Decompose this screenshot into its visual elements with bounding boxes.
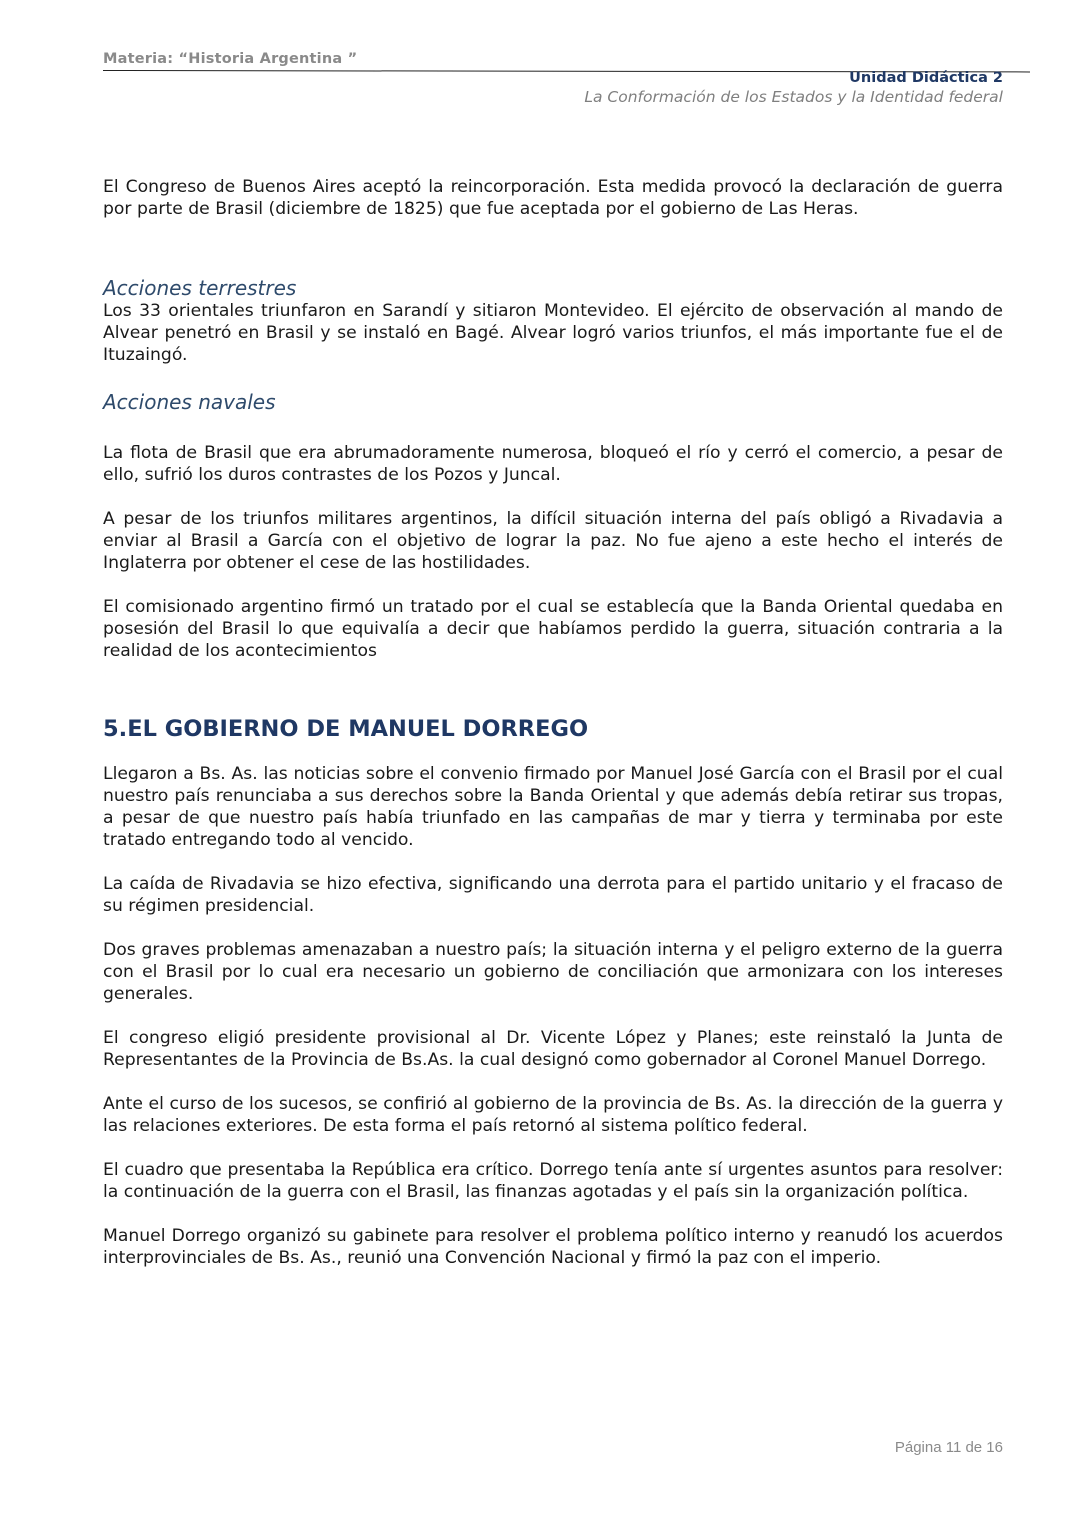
land-actions-text: Los 33 orientales triunfaron en Sarandí y sitiaron Montevideo. El ejército de observación al mando de Alvear penetró en Brasil y se instaló en Bagé. Alvear logró varios triunfos, el más importante fue el de Ituzaingó. — [103, 301, 1003, 365]
naval-paragraph: El comisionado argentino firmó un tratado por el cual se establecía que la Banda Oriental quedaba en posesión del Brasil lo que equivalía a decir que habíamos perdido la guerra, situación contraria a la realidad de los acontecimientos — [103, 597, 1003, 661]
header-subtitle: La Conformación de los Estados y la Identidad federal — [584, 88, 1003, 106]
naval-paragraph: A pesar de los triunfos militares argentinos, la difícil situación interna del país obligó a Rivadavia a enviar al Brasil a García con el objetivo de lograr la paz. No fue ajeno a este hecho el interés de Inglaterra por obtener el cese de las hostilidades. — [103, 509, 1003, 573]
page-number: Página 11 de 16 — [894, 1439, 1003, 1456]
section-paragraph: Manuel Dorrego organizó su gabinete para resolver el problema político interno y reanudó los acuerdos interprovinciales de Bs. As., reunió una Convención Nacional y firmó la paz con el imperio. — [103, 1226, 1003, 1268]
naval-paragraph: La flota de Brasil que era abrumadoramente numerosa, bloqueó el río y cerró el comercio, a pesar de ello, sufrió los duros contrastes de los Pozos y Juncal. — [103, 443, 1003, 485]
section-paragraph: Dos graves problemas amenazaban a nuestro país; la situación interna y el peligro externo de la guerra con el Brasil por lo cual era necesario un gobierno de conciliación que armonizara con los intereses generales. — [103, 940, 1003, 1004]
land-actions-heading: Acciones terrestres — [103, 276, 297, 300]
section-title: 5.EL GOBIERNO DE MANUEL DORREGO — [103, 716, 589, 742]
page-content — [103, 176, 1003, 1269]
section-paragraph: La caída de Rivadavia se hizo efectiva, significando una derrota para el partido unitario y el fracaso de su régimen presidencial. — [103, 874, 1003, 916]
naval-actions-heading: Acciones navales — [103, 390, 276, 414]
intro-paragraph: El Congreso de Buenos Aires aceptó la reincorporación. Esta medida provocó la declaración de guerra por parte de Brasil (diciembre de 1825) que fue aceptada por el gobierno de Las Heras. — [103, 177, 1003, 219]
section-paragraph: Ante el curso de los sucesos, se confirió al gobierno de la provincia de Bs. As. la dirección de la guerra y las relaciones exteriores. De esta forma el país retornó al sistema político federal. — [103, 1094, 1003, 1136]
section-paragraph: Llegaron a Bs. As. las noticias sobre el convenio firmado por Manuel José García con el Brasil por el cual nuestro país renunciaba a sus derechos sobre la Banda Oriental y que además debía retirar sus tropas, a pesar de que nuestro país había triunfado en las campañas de mar y tierra y terminaba por este tratado entregando todo al vencido. — [103, 764, 1003, 850]
section-paragraph: El congreso eligió presidente provisional al Dr. Vicente López y Planes; este reinstaló la Junta de Representantes de la Provincia de Bs.As. la cual designó como gobernador al Coronel Manuel Dorrego. — [103, 1028, 1003, 1070]
header-subject: Materia: “Historia Argentina ” — [103, 51, 358, 67]
header-unit: Unidad Didáctica 2 — [849, 70, 1003, 86]
section-paragraph: El cuadro que presentaba la República era crítico. Dorrego tenía ante sí urgentes asuntos para resolver: la continuación de la guerra con el Brasil, las finanzas agotadas y el país sin la organización política. — [103, 1160, 1003, 1202]
